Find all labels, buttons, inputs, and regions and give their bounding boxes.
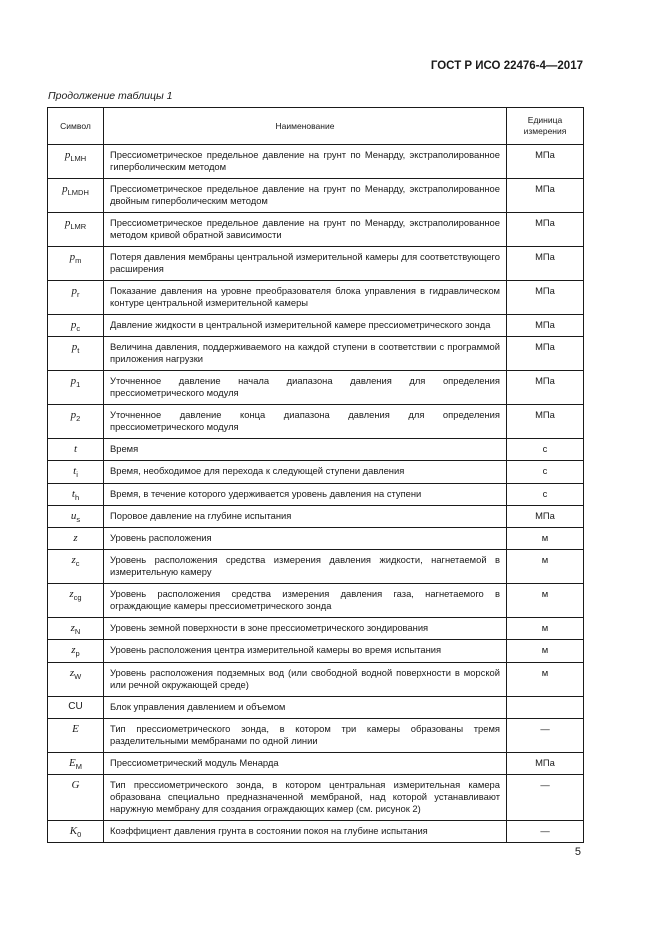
symbol-cell bbox=[48, 145, 104, 179]
table-row bbox=[48, 337, 584, 371]
symbol-cell bbox=[48, 315, 104, 337]
symbol-subscript: cg bbox=[73, 593, 82, 603]
symbol-base: z bbox=[73, 531, 78, 544]
symbol-subscript: 1 bbox=[76, 380, 81, 390]
table-row bbox=[48, 640, 584, 662]
symbol-base: CU bbox=[68, 700, 83, 712]
name-cell: Прессиометрическое предельное давление на грунт по Менарду, экстраполированное методом кривой обратной зависимости bbox=[104, 213, 507, 247]
table-row bbox=[48, 179, 584, 213]
name-cell: Показание давления на уровне преобразователя блока управления в гидравлическом контуре центральной измерительной камеры bbox=[104, 281, 507, 315]
unit-cell: — bbox=[507, 820, 584, 842]
unit-cell: МПа bbox=[507, 405, 584, 439]
unit-cell: м bbox=[507, 640, 584, 662]
name-cell: Прессиометрический модуль Менарда bbox=[104, 752, 507, 774]
name-cell: Уточненное давление конца диапазона давления для определения прессиометрического модуля bbox=[104, 405, 507, 439]
unit-cell: с bbox=[507, 461, 584, 483]
unit-cell: м bbox=[507, 618, 584, 640]
table-header-row bbox=[48, 108, 584, 145]
unit-cell: — bbox=[507, 718, 584, 752]
column-header-unit: Единица измерения bbox=[507, 108, 584, 145]
symbol-cell bbox=[48, 405, 104, 439]
symbol-subscript: 2 bbox=[76, 414, 81, 424]
symbol-subscript: t bbox=[77, 346, 80, 356]
symbol-base: E bbox=[69, 756, 76, 769]
unit-cell: МПа bbox=[507, 505, 584, 527]
unit-cell bbox=[507, 696, 584, 718]
table-row bbox=[48, 774, 584, 820]
unit-cell: МПа bbox=[507, 145, 584, 179]
unit-cell: м bbox=[507, 584, 584, 618]
symbol-subscript: m bbox=[75, 256, 82, 266]
name-cell: Блок управления давлением и объемом bbox=[104, 696, 507, 718]
table-row bbox=[48, 145, 584, 179]
symbol-cell bbox=[48, 752, 104, 774]
symbol-base: t bbox=[73, 465, 77, 478]
table-caption: Продолжение таблицы 1 bbox=[48, 90, 173, 102]
unit-cell: МПа bbox=[507, 247, 584, 281]
name-cell: Тип прессиометрического зонда, в котором центральная измерительная камера образована специально предназначенной мембраной, над которой устанавливают наружную мембрану для создания ограждающих камер (см. рисунок 2) bbox=[104, 774, 507, 820]
symbol-base: p bbox=[62, 183, 68, 195]
symbol-base: G bbox=[71, 778, 80, 791]
symbol-cell bbox=[48, 281, 104, 315]
table-row bbox=[48, 584, 584, 618]
symbol-base: z bbox=[70, 622, 75, 635]
symbol-subscript: LMR bbox=[70, 222, 87, 232]
unit-cell: с bbox=[507, 439, 584, 461]
symbol-subscript: LMDH bbox=[67, 188, 89, 198]
unit-cell: м bbox=[507, 550, 584, 584]
symbol-subscript: N bbox=[74, 627, 81, 637]
name-cell: Уровень земной поверхности в зоне прессиометрического зондирования bbox=[104, 618, 507, 640]
name-cell: Уровень расположения средства измерения давления газа, нагнетаемого в ограждающие камеры прессиометрического зонда bbox=[104, 584, 507, 618]
page-number: 5 bbox=[574, 846, 581, 858]
symbol-subscript: p bbox=[75, 649, 80, 659]
name-cell: Уточненное давление начала диапазона давления для определения прессиометрического модуля bbox=[104, 371, 507, 405]
symbol-cell bbox=[48, 439, 104, 461]
name-cell: Уровень расположения подземных вод (или свободной водной поверхности в морской или речной окружающей среде) bbox=[104, 662, 507, 696]
symbol-cell bbox=[48, 483, 104, 505]
symbol-subscript: LMH bbox=[70, 154, 87, 164]
table-row bbox=[48, 405, 584, 439]
table-row bbox=[48, 213, 584, 247]
symbol-cell bbox=[48, 820, 104, 842]
table-row bbox=[48, 618, 584, 640]
symbol-base: p bbox=[71, 285, 77, 297]
symbol-base: p bbox=[70, 319, 77, 331]
symbol-base: K bbox=[69, 824, 78, 837]
symbol-cell bbox=[48, 550, 104, 584]
symbol-base: p bbox=[64, 217, 71, 229]
symbol-cell bbox=[48, 461, 104, 483]
symbol-cell bbox=[48, 213, 104, 247]
unit-cell: МПа bbox=[507, 213, 584, 247]
table-row bbox=[48, 315, 584, 337]
name-cell: Время, необходимое для перехода к следующей ступени давления bbox=[104, 461, 507, 483]
document-header: ГОСТ Р ИСО 22476-4—2017 bbox=[430, 60, 583, 72]
name-cell: Величина давления, поддерживаемого на каждой ступени в соответствии с программой приложения нагрузки bbox=[104, 337, 507, 371]
symbols-table bbox=[47, 107, 584, 843]
table-row bbox=[48, 752, 584, 774]
name-cell: Уровень расположения центра измерительной камеры во время испытания bbox=[104, 640, 507, 662]
table-body bbox=[48, 145, 584, 843]
symbol-subscript: M bbox=[75, 761, 82, 771]
symbol-cell bbox=[48, 527, 104, 549]
symbol-base: t bbox=[71, 487, 75, 500]
column-header-name: Наименование bbox=[104, 108, 507, 145]
name-cell: Прессиометрическое предельное давление на грунт по Менарду, экстраполированное гиперболическим методом bbox=[104, 145, 507, 179]
symbol-base: p bbox=[70, 409, 77, 422]
name-cell: Давление жидкости в центральной измерительной камере прессиометрического зонда bbox=[104, 315, 507, 337]
symbol-base: z bbox=[71, 644, 76, 657]
table-row bbox=[48, 550, 584, 584]
name-cell: Время bbox=[104, 439, 507, 461]
name-cell: Уровень расположения средства измерения давления жидкости, нагнетаемой в измерительную камеру bbox=[104, 550, 507, 584]
symbol-cell bbox=[48, 179, 104, 213]
symbol-subscript: r bbox=[77, 290, 80, 300]
symbol-base: p bbox=[64, 149, 71, 161]
symbol-base: z bbox=[69, 666, 75, 679]
symbol-base: u bbox=[70, 509, 77, 522]
table-row bbox=[48, 483, 584, 505]
name-cell: Поровое давление на глубине испытания bbox=[104, 505, 507, 527]
unit-cell: м bbox=[507, 527, 584, 549]
symbol-subscript: 0 bbox=[77, 829, 82, 839]
symbol-base: z bbox=[71, 554, 76, 567]
symbol-cell bbox=[48, 371, 104, 405]
symbol-cell bbox=[48, 337, 104, 371]
symbol-base: E bbox=[72, 722, 79, 735]
table-row bbox=[48, 439, 584, 461]
name-cell: Потеря давления мембраны центральной измерительной камеры для соответствующего расширения bbox=[104, 247, 507, 281]
symbol-subscript: c bbox=[75, 559, 80, 569]
name-cell: Коэффициент давления грунта в состоянии покоя на глубине испытания bbox=[104, 820, 507, 842]
table-row bbox=[48, 247, 584, 281]
symbol-subscript: s bbox=[76, 514, 81, 524]
symbol-subscript: i bbox=[76, 470, 78, 480]
symbol-cell bbox=[48, 718, 104, 752]
symbol-subscript: W bbox=[74, 671, 82, 681]
unit-cell: МПа bbox=[507, 179, 584, 213]
symbol-base: p bbox=[70, 375, 77, 388]
table-row bbox=[48, 461, 584, 483]
table-row bbox=[48, 371, 584, 405]
symbol-base: p bbox=[69, 251, 76, 263]
symbol-cell bbox=[48, 696, 104, 718]
unit-cell: с bbox=[507, 483, 584, 505]
symbol-subscript: c bbox=[76, 324, 81, 334]
name-cell: Прессиометрическое предельное давление на грунт по Менарду, экстраполированное двойным гиперболическим методом bbox=[104, 179, 507, 213]
symbol-cell bbox=[48, 584, 104, 618]
symbol-base: p bbox=[71, 341, 78, 354]
unit-cell: м bbox=[507, 662, 584, 696]
name-cell: Тип прессиометрического зонда, в котором три камеры образованы тремя разделительными мембранами по одной линии bbox=[104, 718, 507, 752]
table-row bbox=[48, 820, 584, 842]
unit-cell: МПа bbox=[507, 337, 584, 371]
unit-cell: МПа bbox=[507, 371, 584, 405]
table-row bbox=[48, 281, 584, 315]
table-row bbox=[48, 696, 584, 718]
symbol-cell bbox=[48, 662, 104, 696]
symbol-base: t bbox=[73, 443, 78, 456]
symbol-base: z bbox=[69, 588, 74, 601]
column-header-symbol: Символ bbox=[48, 108, 104, 145]
symbol-cell bbox=[48, 774, 104, 820]
unit-cell: МПа bbox=[507, 281, 584, 315]
symbol-cell bbox=[48, 247, 104, 281]
unit-cell: — bbox=[507, 774, 584, 820]
symbol-cell bbox=[48, 618, 104, 640]
table-row bbox=[48, 505, 584, 527]
table-row bbox=[48, 718, 584, 752]
table-row bbox=[48, 527, 584, 549]
symbol-subscript: h bbox=[74, 492, 80, 502]
name-cell: Время, в течение которого удерживается уровень давления на ступени bbox=[104, 483, 507, 505]
name-cell: Уровень расположения bbox=[104, 527, 507, 549]
symbol-cell bbox=[48, 505, 104, 527]
symbol-cell bbox=[48, 640, 104, 662]
unit-cell: МПа bbox=[507, 315, 584, 337]
unit-cell: МПа bbox=[507, 752, 584, 774]
table-row bbox=[48, 662, 584, 696]
